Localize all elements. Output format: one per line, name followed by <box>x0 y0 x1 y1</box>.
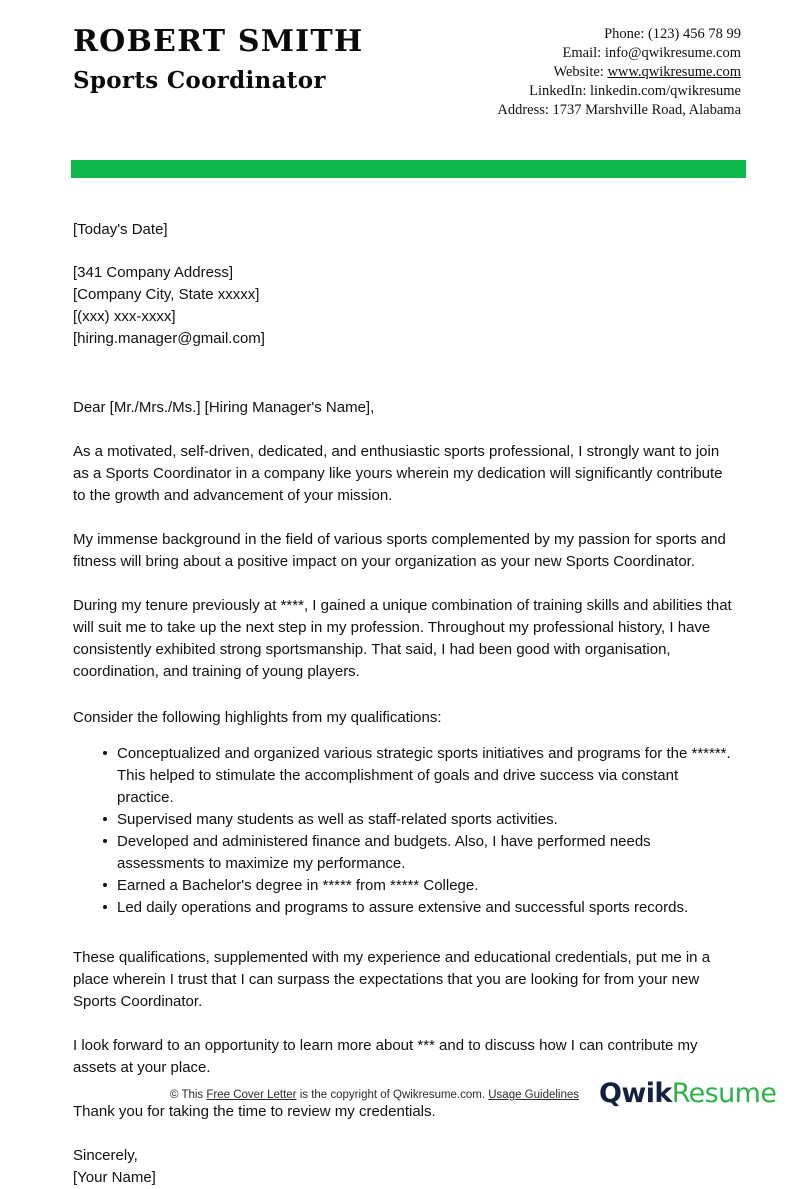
signature-name: [Your Name] <box>73 1169 156 1186</box>
free-cover-letter-link[interactable]: Free Cover Letter <box>206 1089 297 1101</box>
contact-phone: Phone: (123) 456 78 99 <box>604 26 741 42</box>
paragraph-2: My immense background in the field of various sports complemented by my passion for sports and fitness will bring about a positive impact on your organization as your new Sports Coordinator. <box>73 531 726 570</box>
list-item <box>73 809 738 831</box>
contact-website-label: Website: <box>553 64 608 80</box>
paragraph-1: As a motivated, self-driven, dedicated, and enthusiastic sports professional, I strongly want to join as a Sports Coordinator in a company like yours wherein my dedication will significantly contribute to the growth and advancement of your mission. <box>73 443 723 504</box>
highlights-list <box>73 743 738 919</box>
footer-credit-middle: is the copyright of Qwikresume.com. <box>296 1089 489 1101</box>
page-title: ROBERT SMITH <box>73 24 364 59</box>
bullet-icon <box>103 883 107 887</box>
salutation: Dear [Mr./Mrs./Ms.] [Hiring Manager's Name], <box>73 399 375 416</box>
list-item-text: Supervised many students as well as staff-related sports activities. <box>117 811 558 828</box>
usage-guidelines-link[interactable]: Usage Guidelines <box>488 1089 580 1101</box>
recipient-line: [Company City, State xxxxx] <box>73 286 260 303</box>
contact-website <box>497 63 741 82</box>
recipient-address-block <box>73 262 738 350</box>
list-item-text: Conceptualized and organized various strategic sports initiatives and programs for the ******. This helped to stimulate the accomplishment of goals and drive success via constant practice. <box>117 745 731 806</box>
contact-website-link[interactable]: www.qwikresume.com <box>607 64 741 80</box>
highlights-lead-in: Consider the following highlights from my qualifications: <box>73 709 442 726</box>
job-title: Sports Coordinator <box>73 67 326 94</box>
contact-address: Address: 1737 Marshville Road, Alabama <box>497 102 741 118</box>
bullet-icon <box>103 817 107 821</box>
footer-credit <box>170 1087 579 1103</box>
list-item-text: Earned a Bachelor's degree in ***** from ***** College. <box>117 877 479 894</box>
list-item <box>73 875 738 897</box>
bullet-icon <box>103 839 107 843</box>
sign-off-text: Sincerely, <box>73 1147 138 1164</box>
qwikresume-logo[interactable] <box>599 1077 776 1111</box>
letter-body <box>73 219 738 1189</box>
closing-paragraph-1: These qualifications, supplemented with my experience and educational credentials, put me in a place wherein I trust that I can surpass the expectations that you are looking for from your new Sports Coordinator. <box>73 949 711 1010</box>
recipient-line: [(xxx) xxx-xxxx] <box>73 308 176 325</box>
accent-divider-bar <box>71 160 746 178</box>
logo-text-resume: Resume <box>671 1078 777 1109</box>
closing-paragraph-3: Thank you for taking the time to review my credentials. <box>73 1103 436 1120</box>
paragraph-3: During my tenure previously at ****, I gained a unique combination of training skills and abilities that will suit me to take up the next step in my profession. Throughout my professional history, I have consistently exhibited strong sportsmanship. That said, I had been good with organisation, coordination, and training of young players. <box>73 597 732 680</box>
contact-block <box>497 22 741 120</box>
date-placeholder: [Today's Date] <box>73 221 168 238</box>
recipient-line: [341 Company Address] <box>73 264 234 281</box>
list-item <box>73 831 738 875</box>
document-header <box>0 0 800 150</box>
list-item <box>73 897 738 919</box>
bullet-icon <box>103 751 107 755</box>
recipient-line: [hiring.manager@gmail.com] <box>73 330 265 347</box>
list-item <box>73 743 738 809</box>
document-footer <box>0 1073 800 1119</box>
closing-paragraph-2: I look forward to an opportunity to learn more about *** and to discuss how I can contribute my assets at your place. <box>73 1037 698 1076</box>
contact-linkedin[interactable]: LinkedIn: linkedin.com/qwikresume <box>529 83 741 99</box>
list-item-text: Developed and administered finance and budgets. Also, I have performed needs assessments to maximize my performance. <box>117 833 651 872</box>
contact-email: Email: info@qwikresume.com <box>562 45 741 61</box>
list-item-text: Led daily operations and programs to assure extensive and successful sports records. <box>117 899 689 916</box>
bullet-icon <box>103 905 107 909</box>
footer-credit-prefix: © This <box>170 1089 207 1101</box>
signature-block <box>73 1145 738 1189</box>
identity-block <box>73 22 363 96</box>
logo-text-qwik: Qwik <box>599 1078 672 1109</box>
